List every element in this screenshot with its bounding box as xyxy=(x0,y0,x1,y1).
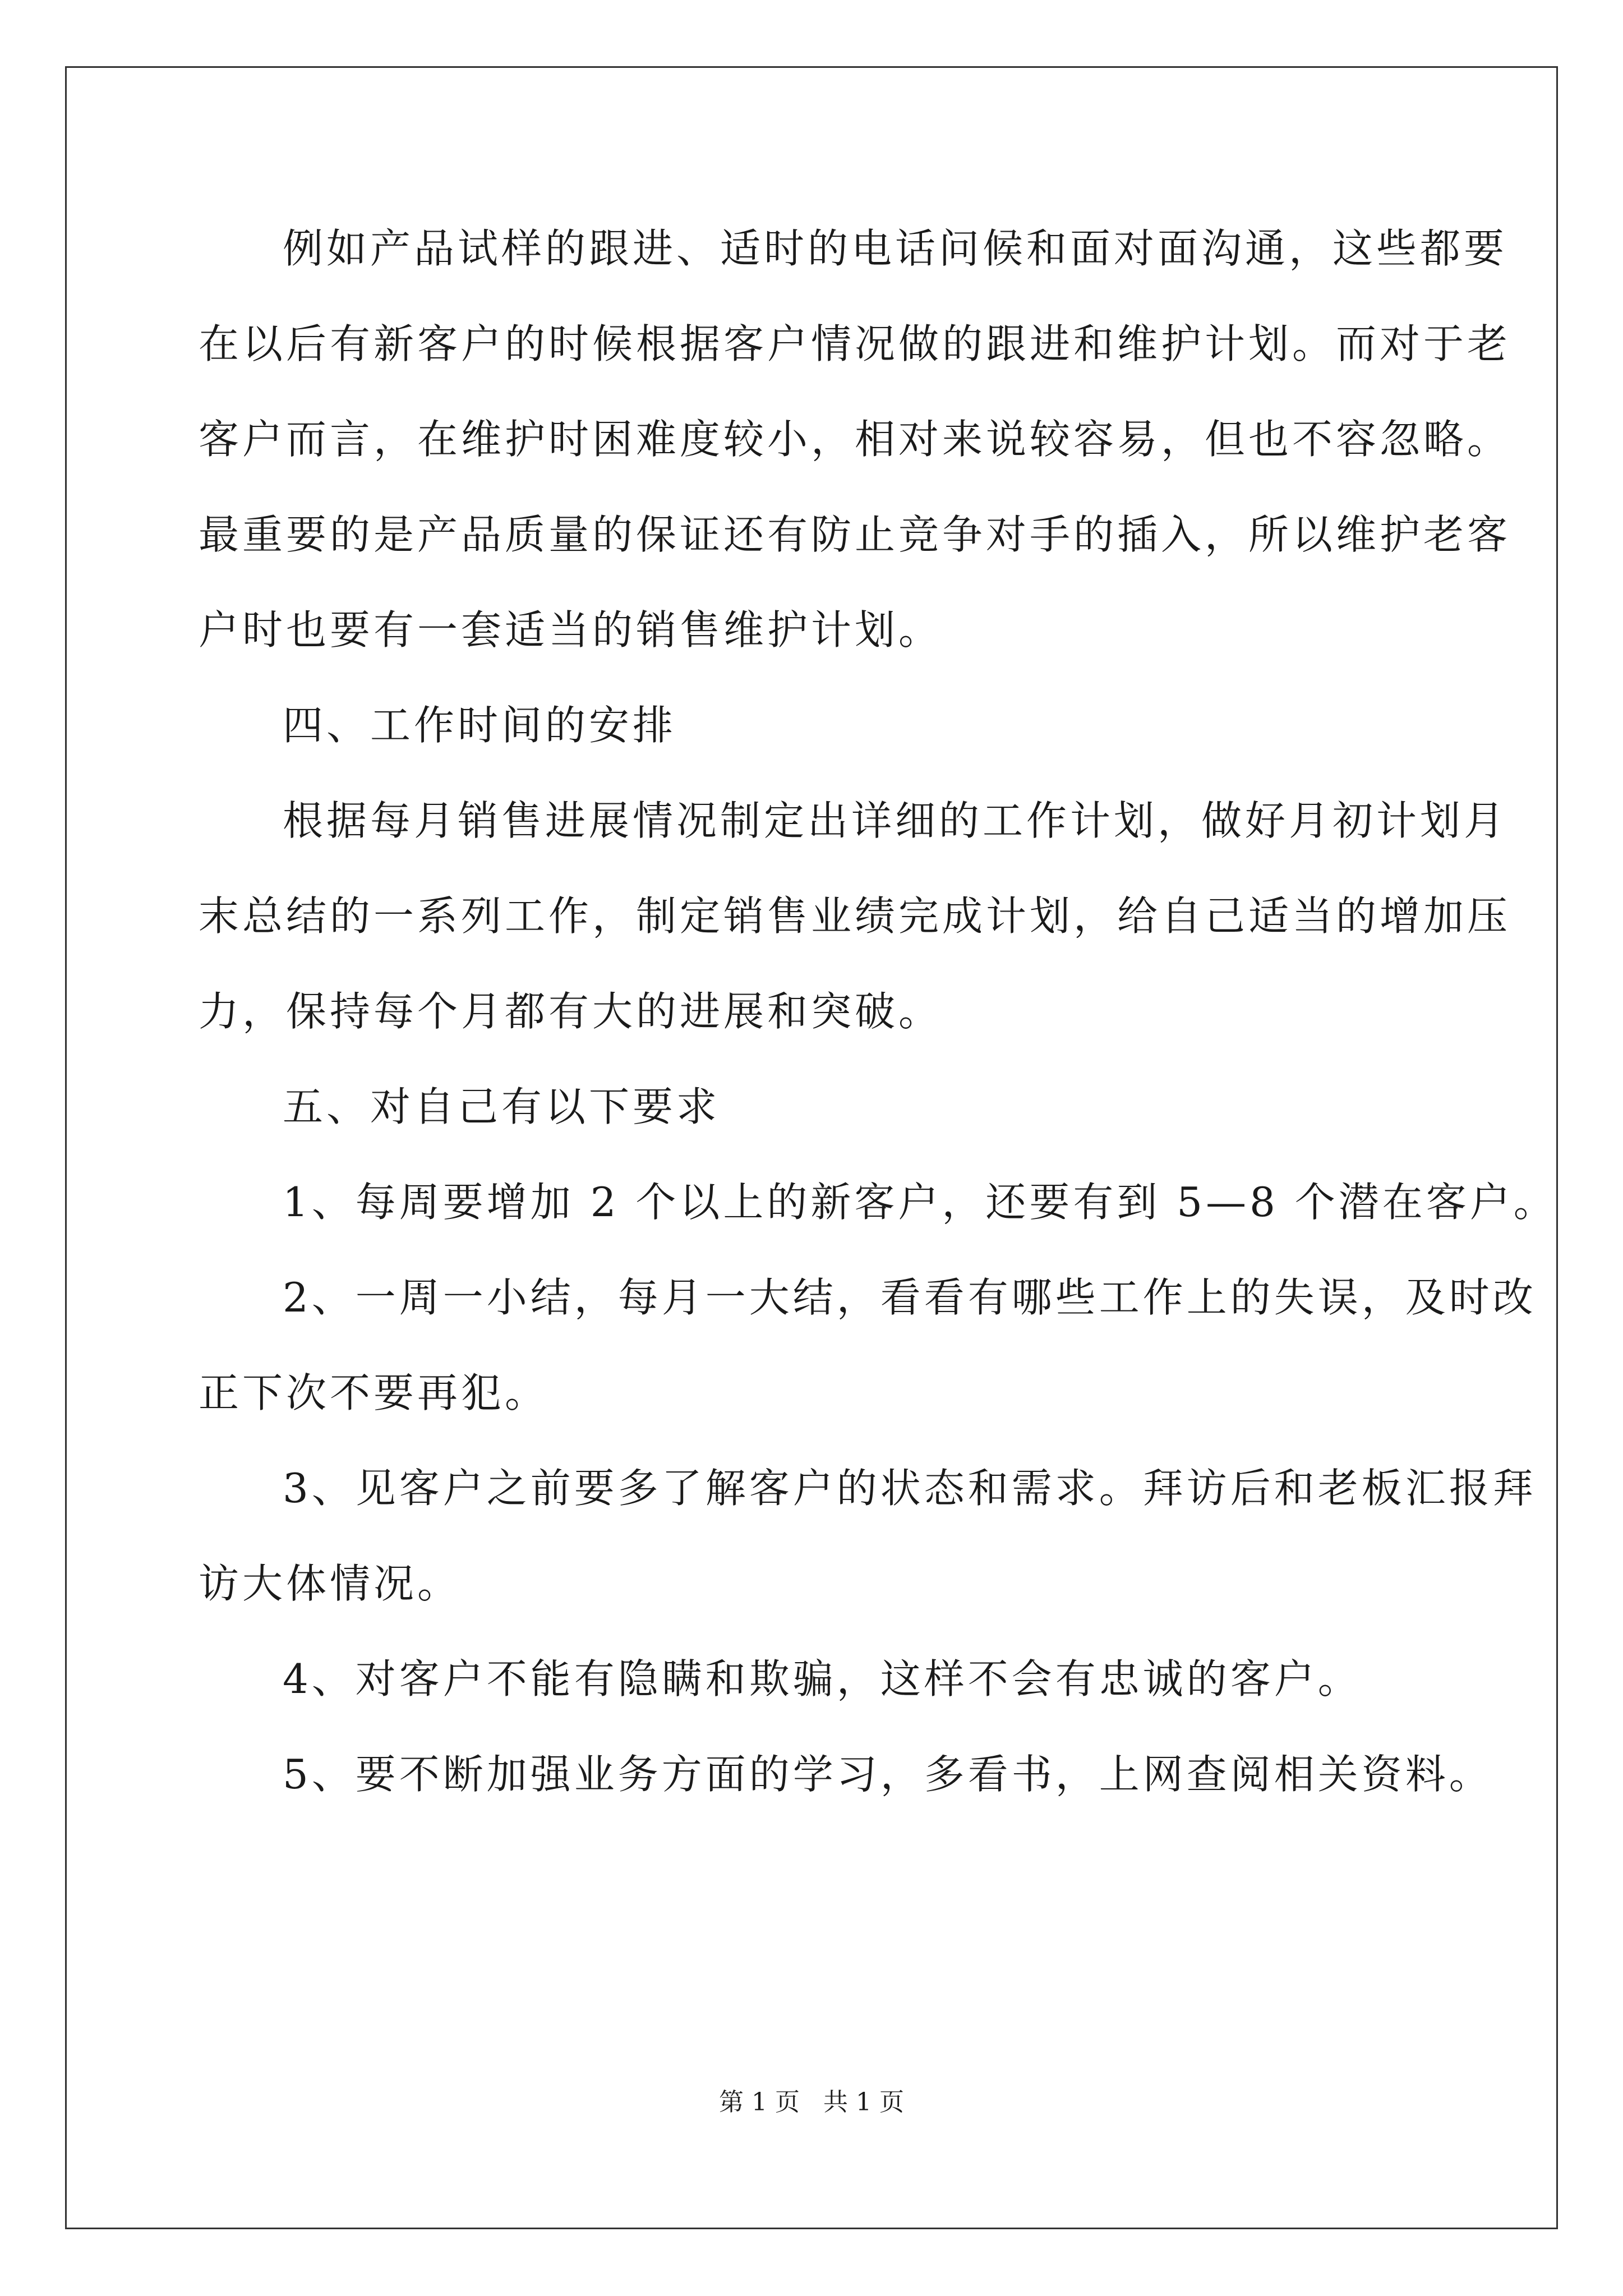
list-item-5: 5、要不断加强业务方面的学习，多看书，上网查阅相关资料。 xyxy=(283,1751,1493,1798)
body-line-6: 根据每月销售进展情况制定出详细的工作计划，做好月初计划月 xyxy=(283,797,1508,844)
section-heading-5: 五、对自己有以下要求 xyxy=(283,1083,721,1130)
body-line-1: 例如产品试样的跟进、适时的电话问候和面对面沟通，这些都要 xyxy=(283,225,1508,272)
body-line-8: 力，保持每个月都有大的进展和突破。 xyxy=(199,988,943,1035)
list-item-3-cont: 访大体情况。 xyxy=(199,1560,462,1607)
body-line-4: 最重要的是产品质量的保证还有防止竞争对手的插入，所以维护老客 xyxy=(199,511,1511,558)
body-line-3: 客户而言，在维护时困难度较小，相对来说较容易，但也不容忽略。 xyxy=(199,416,1511,463)
page-border xyxy=(65,66,1558,2229)
list-item-2-cont: 正下次不要再犯。 xyxy=(199,1369,549,1416)
section-heading-4: 四、工作时间的安排 xyxy=(283,702,677,749)
body-line-7: 末总结的一系列工作，制定销售业绩完成计划，给自己适当的增加压 xyxy=(199,892,1511,940)
body-line-2: 在以后有新客户的时候根据客户情况做的跟进和维护计划。而对于老 xyxy=(199,320,1511,367)
body-line-5: 户时也要有一套适当的销售维护计划。 xyxy=(199,606,943,654)
list-item-1: 1、每周要增加 2 个以上的新客户，还要有到 5—8 个潜在客户。 xyxy=(283,1179,1557,1226)
list-item-4: 4、对客户不能有隐瞒和欺骗，这样不会有忠诚的客户。 xyxy=(283,1655,1362,1703)
page-number-footer: 第 1 页 共 1 页 xyxy=(719,2088,904,2116)
list-item-3: 3、见客户之前要多了解客户的状态和需求。拜访后和老板汇报拜 xyxy=(283,1465,1537,1512)
list-item-2: 2、一周一小结，每月一大结，看看有哪些工作上的失误，及时改 xyxy=(283,1274,1537,1321)
